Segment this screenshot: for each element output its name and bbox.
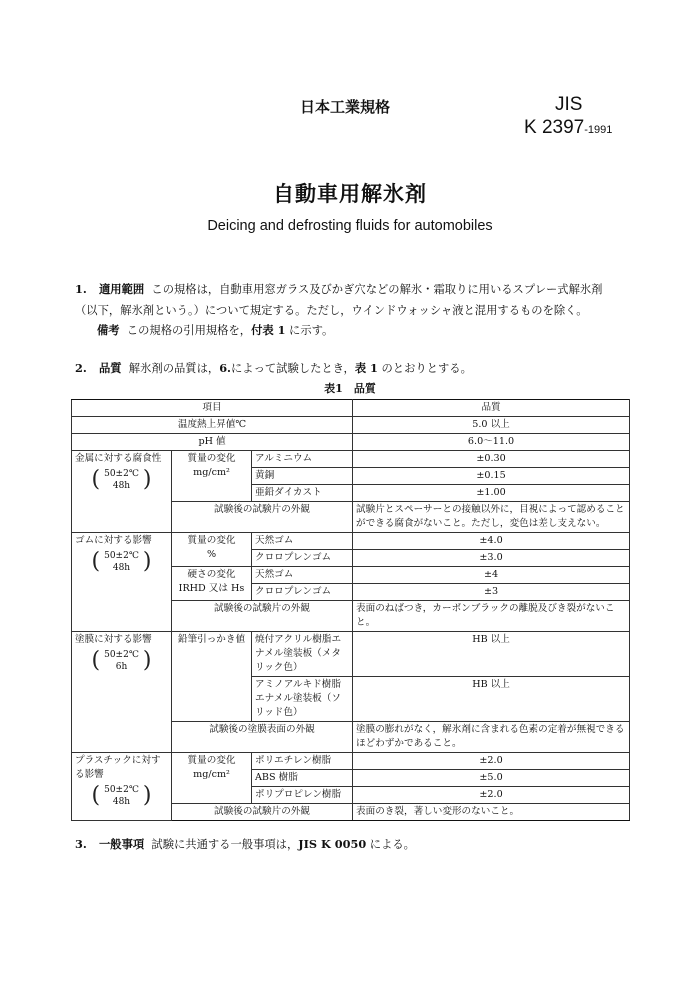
sub-label — [172, 451, 252, 502]
condition: ( 50±2℃ 48h ) — [91, 783, 152, 808]
material: 焼付アクリル樹脂エナメル塗装板（メタリック色） — [252, 632, 353, 677]
standard-code: K 2397 — [524, 117, 585, 138]
appearance-value: 試験片とスペーサーとの接触以外に，目視によって認めることができる腐食がないこと。ただし，変色は差し支えない。 — [353, 502, 630, 533]
head-quality: 品質 — [353, 400, 630, 417]
table-caption: 表1 品質 — [324, 382, 376, 395]
table-row — [72, 753, 630, 770]
limit: ±2.0 — [353, 787, 630, 804]
note-label: 備考 — [97, 323, 120, 337]
group-label: 塗膜に対する影響 — [75, 634, 152, 645]
table-row — [72, 451, 630, 468]
appearance-label: 試験後の試験片の外観 — [172, 502, 353, 533]
section-2-text-a: 解氷剤の品質は， — [128, 362, 220, 375]
table-row — [72, 434, 630, 451]
section-3-text-c: による。 — [366, 838, 415, 851]
section-3-ref: JIS K 0050 — [298, 837, 367, 851]
limit: ±5.0 — [353, 770, 630, 787]
page-title: 自動車用解氷剤 — [273, 182, 427, 206]
sub-label — [172, 753, 252, 804]
row-value: 5.0 以上 — [353, 417, 630, 434]
condition: ( 50±2℃ 48h ) — [91, 467, 152, 492]
group-label: プラスチックに対する影響 — [75, 755, 161, 780]
appearance-value: 塗膜の膨れがなく，解氷剤に含まれる色素の定着が無視できるほどわずかであること。 — [353, 722, 630, 753]
section-2-text-c: によって試験したとき， — [230, 362, 355, 375]
limit: HB 以上 — [353, 632, 630, 677]
hardness-unit: IRHD 又は Hs — [178, 583, 245, 594]
material: 黄銅 — [252, 468, 353, 485]
change-label: 質量の変化 — [187, 535, 236, 546]
appearance-value: 表面のねばつき，カーボンブラックの離脱及びき裂がないこと。 — [353, 601, 630, 632]
group-plastic — [72, 753, 172, 821]
material: ポリエチレン樹脂 — [252, 753, 353, 770]
section-1-text-1: この規格は，自動車用窓ガラス及びかぎ穴などの解氷・霜取りに用いるスプレー式解氷剤 — [151, 283, 603, 296]
sub-label — [172, 567, 252, 601]
section-1-text-2: （以下，解氷剤という。）について規定する。ただし，ウインドウォッシャ液と混用するものを除く。 — [75, 304, 588, 317]
section-3-text-a: 試験に共通する一般事項は， — [151, 838, 299, 851]
mass-unit: mg/cm² — [193, 467, 230, 478]
section-1-line-1 — [75, 280, 602, 299]
section-2-number: 2. — [75, 361, 87, 375]
mass-label: 質量の変化 — [187, 453, 236, 464]
limit: ±3 — [353, 584, 630, 601]
table-row — [72, 632, 630, 677]
appearance-label: 試験後の試験片の外観 — [172, 601, 353, 632]
condition-temp: 50±2℃ — [104, 650, 139, 660]
limit: ±3.0 — [353, 550, 630, 567]
group-paint — [72, 632, 172, 753]
mass-unit: mg/cm² — [193, 769, 230, 780]
section-2-heading: 品質 — [99, 361, 122, 375]
material: アルミニウム — [252, 451, 353, 468]
limit: ±4 — [353, 567, 630, 584]
section-3-heading: 一般事項 — [99, 837, 145, 851]
standard-number — [524, 117, 612, 139]
condition-time: 6h — [115, 662, 128, 672]
section-1-note — [97, 321, 333, 340]
row-value: 6.0〜11.0 — [353, 434, 630, 451]
change-unit: % — [206, 549, 217, 560]
group-label: 金属に対する腐食性 — [75, 453, 162, 464]
note-text-a: この規格の引用規格を， — [126, 324, 252, 337]
material: ABS 樹脂 — [252, 770, 353, 787]
appearance-value: 表面のき裂，著しい変形のないこと。 — [353, 804, 630, 821]
condition-time: 48h — [112, 797, 131, 807]
limit: ±0.15 — [353, 468, 630, 485]
material: 天然ゴム — [252, 533, 353, 550]
note-text-c: に示す。 — [285, 324, 334, 337]
standard-year: -1991 — [584, 124, 613, 136]
note-ref: 付表 1 — [251, 323, 286, 337]
mass-label: 質量の変化 — [187, 755, 236, 766]
condition-temp: 50±2℃ — [104, 469, 139, 479]
limit: ±1.00 — [353, 485, 630, 502]
hardness-label: 硬さの変化 — [187, 569, 236, 580]
condition-time: 48h — [112, 481, 131, 491]
material: 天然ゴム — [252, 567, 353, 584]
standard-org-label: 日本工業規格 — [300, 98, 391, 116]
condition: ( 50±2℃ 6h ) — [91, 648, 152, 673]
quality-table — [71, 399, 630, 821]
section-3-number: 3. — [75, 837, 87, 851]
condition: ( 50±2℃ 48h ) — [91, 549, 152, 574]
section-1-number: 1. — [75, 282, 87, 296]
table-header-row — [72, 400, 630, 417]
row-label: pH 値 — [72, 434, 353, 451]
sub-label: 鉛筆引っかき値 — [172, 632, 252, 722]
sub-label — [172, 533, 252, 567]
page-subtitle: Deicing and defrosting fluids for automobiles — [207, 218, 493, 234]
material: クロロプレンゴム — [252, 584, 353, 601]
section-2 — [75, 359, 472, 378]
material: 亜鉛ダイカスト — [252, 485, 353, 502]
condition-time: 48h — [112, 563, 131, 573]
group-label: ゴムに対する影響 — [75, 535, 152, 546]
limit: ±2.0 — [353, 753, 630, 770]
row-label: 温度熱上昇値℃ — [72, 417, 353, 434]
jis-mark: JIS — [555, 94, 583, 115]
section-2-text-e: のとおりとする。 — [377, 362, 472, 375]
condition-temp: 50±2℃ — [104, 785, 139, 795]
section-1-heading: 適用範囲 — [99, 282, 145, 296]
condition-temp: 50±2℃ — [104, 551, 139, 561]
appearance-label: 試験後の試験片の外観 — [172, 804, 353, 821]
section-2-ref-a: 6. — [219, 361, 231, 375]
table-row — [72, 533, 630, 550]
limit: ±4.0 — [353, 533, 630, 550]
table-row — [72, 417, 630, 434]
material: アミノアルキド樹脂エナメル塗装板（ソリッド色） — [252, 677, 353, 722]
group-corrosion — [72, 451, 172, 533]
head-item: 項目 — [72, 400, 353, 417]
appearance-label: 試験後の塗膜表面の外観 — [172, 722, 353, 753]
group-rubber — [72, 533, 172, 632]
section-3 — [75, 835, 415, 854]
section-2-ref-b: 表 1 — [354, 361, 378, 375]
material: ポリプロピレン樹脂 — [252, 787, 353, 804]
limit: HB 以上 — [353, 677, 630, 722]
material: クロロプレンゴム — [252, 550, 353, 567]
limit: ±0.30 — [353, 451, 630, 468]
